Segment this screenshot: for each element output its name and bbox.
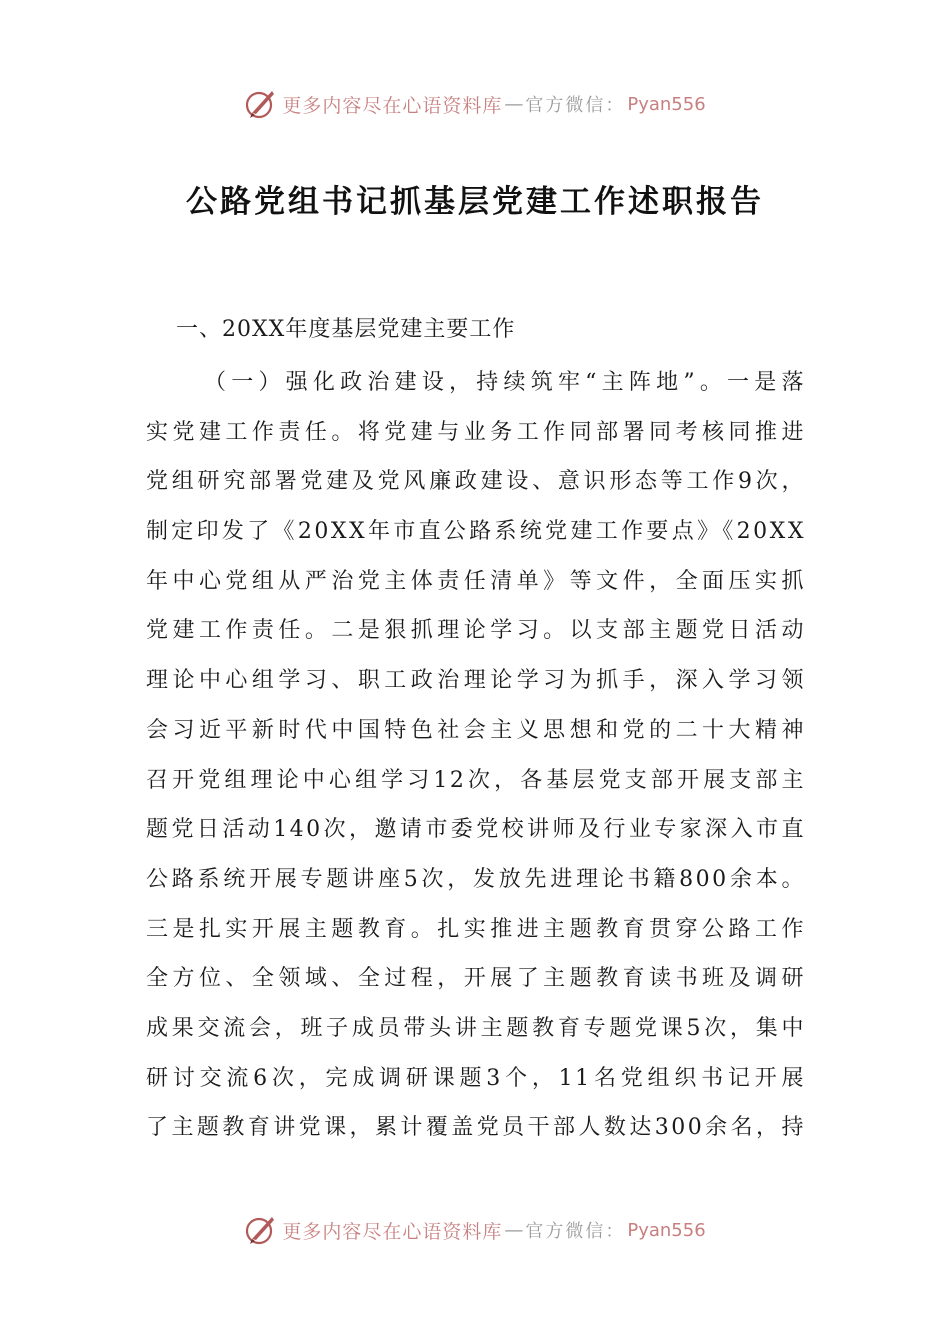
watermark-site-text: 更多内容尽在心语资料库	[282, 1220, 503, 1243]
body-line: 理论中心组学习、职工政治理论学习为抓手，深入学习领	[146, 668, 806, 694]
body-line: 三是扎实开展主题教育。扎实推进主题教育贯穿公路工作	[146, 916, 806, 942]
watermark-separator: —	[504, 1219, 524, 1241]
body-line: 研讨交流6次，完成调研课题3个，11名党组织书记开展	[146, 1065, 806, 1091]
body-line: 实党建工作责任。将党建与业务工作同部署同考核同推进	[146, 419, 806, 445]
body-line: （一）强化政治建设，持续筑牢“主阵地”。一是落	[204, 370, 806, 395]
watermark-site-text: 更多内容尽在心语资料库	[282, 94, 503, 117]
document-title: 公路党组书记抓基层党建工作述职报告	[186, 184, 764, 220]
body-line: 制定印发了《20XX年市直公路系统党建工作要点》《20XX	[146, 519, 806, 545]
quill-logo-icon	[244, 87, 278, 121]
body-line: 会习近平新时代中国特色社会主义思想和党的二十大精神	[146, 717, 806, 743]
body-line: 年中心党组从严治党主体责任清单》等文件，全面压实抓	[146, 568, 806, 594]
watermark-label: 官方微信：	[525, 95, 626, 116]
watermark-wechat-id: Pyan556	[627, 93, 706, 115]
body-line: 党建工作责任。二是狠抓理论学习。以支部主题党日活动	[146, 618, 806, 644]
body-line: 召开党组理论中心组学习12次，各基层党支部开展支部主	[146, 767, 806, 793]
body-line: 了主题教育讲党课，累计覆盖党员干部人数达300余名，持	[146, 1115, 806, 1141]
header-watermark	[0, 84, 950, 124]
body-line: 题党日活动140次，邀请市委党校讲师及行业专家深入市直	[146, 817, 806, 843]
footer-watermark	[0, 1210, 950, 1250]
watermark-wechat-id: Pyan556	[627, 1219, 706, 1241]
document-body	[146, 358, 806, 1153]
quill-logo-icon	[244, 1213, 278, 1247]
body-line: 全方位、全领域、全过程，开展了主题教育读书班及调研	[146, 966, 806, 992]
body-line: 党组研究部署党建及党风廉政建设、意识形态等工作9次，	[146, 469, 806, 495]
watermark-label: 官方微信：	[525, 1221, 626, 1242]
watermark-separator: —	[504, 93, 524, 115]
body-line: 公路系统开展专题讲座5次，发放先进理论书籍800余本。	[146, 866, 806, 892]
body-line: 成果交流会，班子成员带头讲主题教育专题党课5次，集中	[146, 1015, 806, 1041]
section-heading: 一、20XX年度基层党建主要工作	[176, 317, 516, 342]
